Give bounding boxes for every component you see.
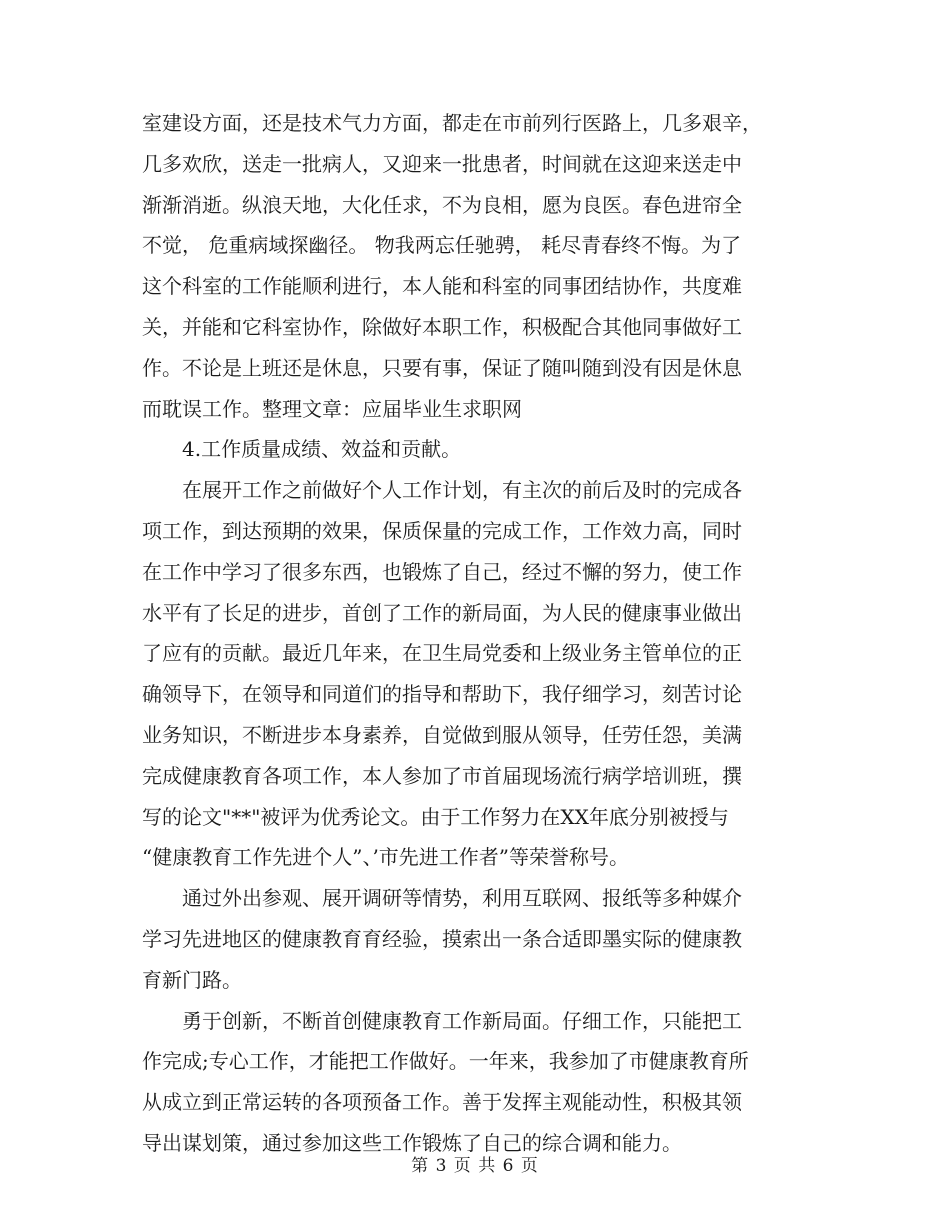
text-line: 学习先进地区的健康教育育经验，摸索出一条合适即墨实际的健康教 — [142, 926, 742, 951]
text-line: 几多欢欣，送走一批病人，又迎来一批患者，时间就在这迎来送走中 — [142, 151, 742, 176]
text-line: 项工作，到达预期的效果，保质保量的完成工作，工作效力高，同时 — [142, 518, 742, 543]
section-heading: 4.工作质量成绩、效益和贡献。 — [182, 437, 462, 462]
text-line: 室建设方面，还是技术气力方面，都走在市前列行医路上，几多艰辛， — [142, 111, 762, 135]
text-line: 确领导下，在领导和同道们的指导和帮助下，我仔细学习，刻苦讨论 — [142, 682, 742, 707]
text-line: 了应有的贡献。最近几年来，在卫生局党委和上级业务主管单位的正 — [142, 641, 742, 666]
page-footer: 第 3 页 共 6 页 — [411, 1156, 539, 1176]
text-line: 通过外出参观、展开调研等情势，利用互联网、报纸等多种媒介 — [182, 886, 742, 911]
text-line: 在工作中学习了很多东西，也锻炼了自己，经过不懈的努力，使工作 — [142, 559, 742, 584]
text-line: 作完成;专心工作，才能把工作做好。一年来，我参加了市健康教育所 — [142, 1049, 749, 1074]
text-line: 从成立到正常运转的各项预备工作。善于发挥主观能动性，积极其领 — [142, 1090, 742, 1115]
text-line: 渐渐消逝。纵浪天地，大化任求，不为良相，愿为良医。春色进帘全 — [142, 192, 742, 217]
text-line: 关，并能和它科室协作，除做好本职工作，积极配合其他同事做好工 — [142, 314, 742, 339]
text-line: 不觉， 危重病域探幽径。 物我两忘任驰骋， 耗尽青春终不悔。为了 — [142, 233, 742, 258]
text-line: 而耽误工作。整理文章：应届毕业生求职网 — [142, 396, 522, 421]
text-line: 导出谋划策，通过参加这些工作锻炼了自己的综合调和能力。 — [142, 1130, 682, 1155]
text-line: 勇于创新，不断首创健康教育工作新局面。仔细工作，只能把工 — [182, 1008, 742, 1033]
text-line: 完成健康教育各项工作，本人参加了市首届现场流行病学培训班，撰 — [142, 763, 742, 788]
text-line: 业务知识，不断进步本身素养，自觉做到服从领导，任劳任怨，美满 — [142, 722, 742, 747]
text-line: 水平有了长足的进步，首创了工作的新局面，为人民的健康事业做出 — [142, 600, 742, 625]
text-line: 作。不论是上班还是休息，只要有事，保证了随叫随到没有因是休息 — [142, 355, 742, 380]
text-line: “健康教育工作先进个人”、’市先进工作者”等荣誉称号。 — [142, 845, 630, 870]
text-line: 这个科室的工作能顺利进行，本人能和科室的同事团结协作，共度难 — [142, 274, 742, 299]
body-text — [142, 103, 810, 1164]
text-line: 育新门路。 — [142, 967, 242, 992]
text-line: 写的论文"**"被评为优秀论文。由于工作努力在XX年底分别被授与 — [142, 804, 729, 829]
text-line: 在展开工作之前做好个人工作计划，有主次的前后及时的完成各 — [182, 478, 742, 503]
